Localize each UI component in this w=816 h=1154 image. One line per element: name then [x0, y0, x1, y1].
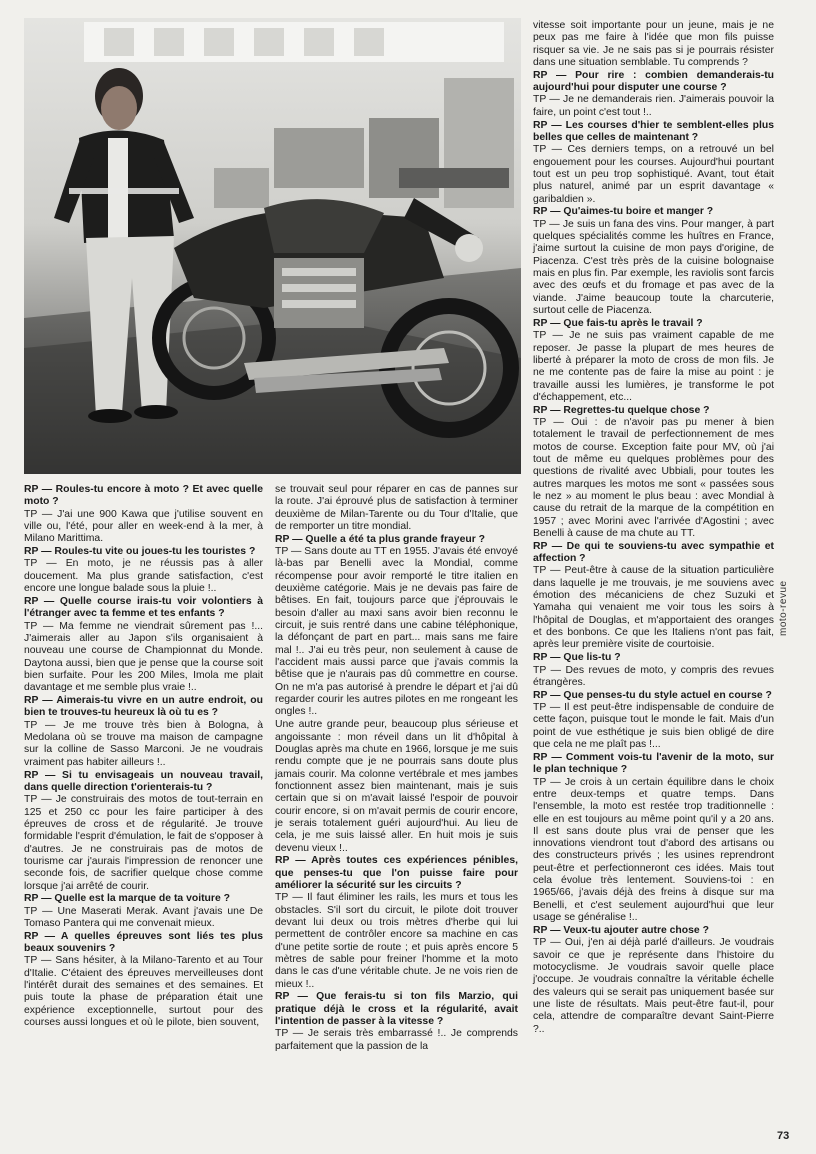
question: RP — Pour rire : combien demanderais-tu aujourd'hui pour disputer une course ? — [533, 69, 774, 94]
answer: TP — Sans doute au TT en 1955. J'avais été envoyé là-bas par Benelli avec la Mondial, comme récompense pour avoir remporté le titre italien en deuxième catégorie. Mais je ne devais pas faire de bêtises. En fait, toujours parce que j'éprouvais le besoin d'aller au maxi sans avoir bien reconnu le circuit, je suis rentré dans une cabine téléphonique, la défonçant de part en part... mais sans me faire mal !.. J'ai eu très peur, non seulement à cause de l'accident mais aussi parce que j'avais commis la bêtise que je n'aurais pas dû commettre en course. On ne m'a pas autorisé à prendre le départ et j'ai dû regarder courir les autres pilotes en me rongeant les ongles !.. — [275, 546, 518, 718]
text-column-2 — [275, 484, 518, 1054]
qa-item — [24, 484, 263, 546]
answer: TP — Une Maserati Merak. Avant j'avais une De Tomaso Pantera qui me convenait mieux. — [24, 905, 263, 929]
answer: se trouvait seul pour réparer en cas de pannes sur la route. J'ai éprouvé plus de satisfaction à terminer deuxième de Milan-Tarente ou du Tour d'Italie, que de remporter un titre mondial. — [275, 484, 518, 532]
qa-item — [533, 541, 774, 652]
question: RP — De qui te souviens-tu avec sympathie et affection ? — [533, 540, 774, 565]
answer: vitesse soit importante pour un jeune, mais je ne peux pas me faire à l'idée que mon fils puisse risquer sa vie. Je ne sais pas si je pourrais résister dans une situation semblable. Tu comprends ? — [533, 20, 774, 68]
answer: TP — Oui : de n'avoir pas pu mener à bien totalement le travail de perfectionnement de mes motos de course. Exception faite pour MV, où j'ai tout de même eu quelques problèmes pour des questions de rivalité avec Ubbiali, pour toutes les autres marques les motos me sont « passées sous le nez » au moment le plus beau : avec Mondial à cause du retrait de la marque de la compétition en 1957 ; avec Morini avec l'arrivée d'Agostini ; avec Benelli à cause de ma chute au TT. — [533, 417, 774, 539]
answer: TP — Peut-être à cause de la situation particulière dans laquelle je me trouvais, je me souviens avec émotion des mécaniciens de chez Suzuki et Yamaha qui venaient me voir tous les soirs à l'hôpital de Douglas, et m'apportaient des oranges et des bonbons. Ce que les Italiens n'ont pas fait, après leur première visite de courtoisie. — [533, 565, 774, 651]
qa-item — [533, 925, 774, 1036]
question: RP — Quelle course irais-tu voir volontiers à l'étranger avec ta femme et tes enfants ? — [24, 595, 263, 620]
answer: TP — Je ne demanderais rien. J'aimerais pouvoir la faire, un point c'est tout !.. — [533, 94, 774, 118]
qa-item — [533, 318, 774, 404]
qa-item — [533, 752, 774, 925]
qa-item — [533, 70, 774, 119]
qa-item — [24, 695, 263, 769]
text-column-3 — [533, 20, 774, 1036]
qa-item — [24, 770, 263, 893]
qa-item — [24, 596, 263, 695]
answer: TP — Ma femme ne viendrait sûrement pas !... J'aimerais aller au Japon s'ils organisaient à nouveau une course de Championnat du Monde. Daytona aussi, bien que je pense que la course soit bien surfaite. Pour les 200 Miles, Imola me plait davantage et me semble plus vraie !.. — [24, 620, 263, 694]
answer: TP — Sans hésiter, à la Milano-Tarento et au Tour d'Italie. C'étaient des épreuves merveilleuses dont l'intérêt durait des semaines et des semaines. Et puis toute la phase de préparation était une expérience exceptionnelle, surtout pour des courses aussi longues et où le pilote, bien souvent, — [24, 955, 263, 1029]
question: RP — Que penses-tu du style actuel en course ? — [533, 689, 772, 701]
question: RP — Si tu envisageais un nouveau travail, dans quelle direction t'orienterais-tu ? — [24, 769, 263, 793]
photo-rider-with-motorcycle — [24, 18, 521, 474]
qa-item — [275, 991, 518, 1053]
question: RP — Roules-tu encore à moto ? Et avec quelle moto ? — [24, 484, 263, 508]
text-column-1 — [24, 484, 263, 1030]
page-number: 73 — [777, 1130, 790, 1142]
answer: TP — Je suis un fana des vins. Pour manger, à part quelques spécialités comme les huîtres en France, j'aime surtout la cuisine de mon pays d'origine, de Piacenza. C'est très près de la cuisine bolognaise mais en plus fin. Par exemple, les raviolis sont farcis avec des œufs et du fromage et pas avec de la viande. J'aime beaucoup toute la charcuterie, surtout celle de Piacenza. — [533, 218, 774, 317]
answer: TP — Des revues de moto, y compris des revues étrangères. — [533, 664, 774, 688]
question: RP — Qu'aimes-tu boire et manger ? — [533, 206, 714, 218]
question: RP — Veux-tu ajouter autre chose ? — [533, 924, 709, 936]
qa-item — [275, 719, 518, 855]
qa-item — [24, 893, 263, 930]
answer: TP — Je construirais des motos de tout-terrain en 125 et 250 cc pour les faire participer à des épreuves de cross et de régularité. Je trouve formidable l'esprit d'émulation, le fait de s'opposer à d'autres. Je ne construirais pas de motos de tourisme car j'aurais l'impression de renoncer une seconde fois, de sacrifier quelque chose comme lorsque j'ai arrêté de courir. — [24, 794, 263, 892]
answer: TP — Il faut éliminer les rails, les murs et tous les obstacles. S'il sort du circuit, le pilote doit trouver devant lui deux ou trois mètres d'herbe qui lui permettent de contrôler encore sa machine en cas d'une petite sortie de route ; et puis après encore 5 mètres de sable pour freiner l'homme et la moto dans le cas d'une véritable chute. Je ne vois rien de mieux !.. — [275, 892, 518, 990]
question: RP — Que fais-tu après le travail ? — [533, 317, 703, 329]
answer: TP — J'ai une 900 Kawa que j'utilise souvent en ville ou, l'été, pour aller en week-end à la mer, à Milano Marittima. — [24, 508, 263, 545]
answer: TP — Je serais très embarrassé !.. Je comprends parfaitement que la passion de la — [275, 1028, 518, 1052]
question: RP — Quelle est la marque de ta voiture ? — [24, 893, 230, 905]
question: RP — Que lis-tu ? — [533, 652, 621, 664]
question: RP — A quelles épreuves sont liés tes plus beaux souvenirs ? — [24, 930, 263, 955]
qa-item — [533, 652, 774, 689]
answer: TP — Il est peut-être indispensable de conduire de cette façon, puisque tout le monde le fait. Mais d'un point de vue esthétique je suis bien obligé de dire que cela ne me plaît pas !... — [533, 702, 774, 751]
question: RP — Les courses d'hier te semblent-elles plus belles que celles de maintenant ? — [533, 119, 774, 143]
qa-item — [533, 20, 774, 69]
answer: TP — Je ne suis pas vraiment capable de me reposer. Je passe la plupart de mes heures de liberté à préparer la moto de cross de mon fils. Je ne me contente pas de faire la mise au point : je travaille aussi les lumières, je transforme le pot d'échappement, etc... — [533, 330, 774, 403]
question: RP — Quelle a été ta plus grande frayeur ? — [275, 533, 485, 545]
question: RP — Regrettes-tu quelque chose ? — [533, 404, 710, 416]
qa-item — [275, 484, 518, 533]
qa-item — [275, 855, 518, 991]
answer: TP — Ces derniers temps, on a retrouvé un bel engouement pour les courses. Aujourd'hui pourtant tout est un peu trop sophistiqué. Avant, tout était plus naturel, animé par un esprit davantage « garibaldien ». — [533, 144, 774, 205]
qa-item — [533, 206, 774, 317]
qa-item — [533, 405, 774, 541]
qa-item — [24, 546, 263, 595]
answer: TP — Oui, j'en ai déjà parlé d'ailleurs. Je voudrais savoir ce que je représente dans l'histoire du motocyclisme. Je voudrais savoir quelle place j'occupe. Je voudrais connaître la véritable échelle des valeurs qui se serait pas uniquement basée sur une liste de résultats. Mais peut-être faut-il, pour cela, attendre de comparaître devant Saint-Pierre ?.. — [533, 937, 774, 1035]
interview-photo — [24, 18, 521, 474]
question: RP — Comment vois-tu l'avenir de la moto, sur le plan technique ? — [533, 751, 774, 776]
question: RP — Aimerais-tu vivre en un autre endroit, ou bien te trouves-tu heureux là où tu es ? — [24, 695, 263, 719]
question: RP — Que ferais-tu si ton fils Marzio, qui pratique déjà le cross et la régularité, avait l'intention de passer à la vitesse ? — [275, 991, 518, 1028]
question: RP — Roules-tu vite ou joues-tu les touristes ? — [24, 546, 256, 558]
answer: TP — Je crois à un certain équilibre dans le choix entre deux-temps et quatre temps. Dans l'ensemble, la moto est restée trop traditionnelle : elle en est toujours au même point qu'il y a 20 ans. Il est sans doute plus vrai de penser que les innovations viendront tout d'abord des artisans ou des constructeurs privés ; les usines reprendront peut-être et perfectionneront ces idées. Mais tout cela évolue très lentement. Souviens-toi : en 1965/66, j'avais déjà des freins à disque sur ma Benelli, et c'est seulement aujourd'hui que leur usage se généralise !.. — [533, 776, 774, 924]
qa-item — [533, 120, 774, 206]
question: RP — Après toutes ces expériences pénibles, que penses-tu que l'on puisse faire pour améliorer la sécurité sur les circuits ? — [275, 855, 518, 891]
magazine-side-mark: moto-revue — [778, 580, 789, 636]
answer: TP — En moto, je ne réussis pas à aller doucement. Ma plus grande satisfaction, c'est encore une longue balade sous la pluie !.. — [24, 558, 263, 595]
answer: TP — Je me trouve très bien à Bologna, à Medolana où se trouve ma maison de campagne sur la colline de Sasso Marconi. Je ne voudrais vraiment pas habiter ailleurs !.. — [24, 719, 263, 768]
qa-item — [533, 690, 774, 752]
qa-item — [24, 931, 263, 1030]
answer: Une autre grande peur, beaucoup plus sérieuse et angoissante : mon réveil dans un lit d'hôpital à Douglas après ma chute en 1966, lorsque je me suis rendu compte que je ne pourrais sans doute plus jamais courir. Ma colonne vertébrale et mes jambes fonctionnent assez bien maintenant, mais je suis certain que si on m'avait laissé l'espoir de pouvoir courir encore, si on m'avait permis de courir encore, je serais totalement guéri aujourd'hui. Au lieu de cela, je me suis laissé aller. En huit mois je suis devenu vieux !.. — [275, 719, 518, 854]
qa-item — [275, 534, 518, 719]
